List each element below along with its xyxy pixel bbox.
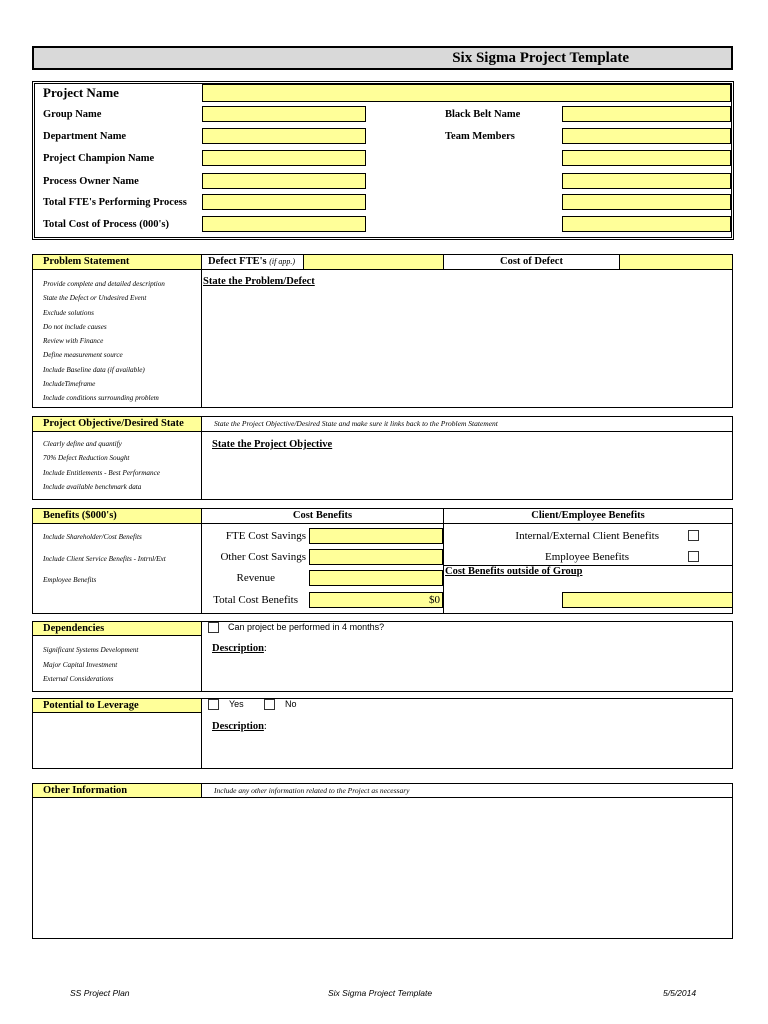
total-ftes-label: Total FTE's Performing Process [43,197,187,208]
total-cost-label: Total Cost of Process (000's) [43,219,169,230]
department-name-input[interactable] [202,128,366,144]
cost-of-defect-label: Cost of Defect [443,254,620,270]
problem-tip: State the Defect or Undesired Event [43,294,147,303]
fte-cost-savings-label: FTE Cost Savings [225,530,306,542]
outside-group-heading: Cost Benefits outside of Group [445,566,583,577]
title-bar [32,46,733,70]
objective-divider [201,431,202,500]
defect-ftes-note: (if app.) [269,257,296,266]
employee-benefits-label: Employee Benefits [544,551,629,563]
process-owner-label: Process Owner Name [43,176,139,187]
black-belt-input[interactable] [562,106,731,122]
objective-tips [43,437,198,494]
total-ftes-input[interactable] [202,194,366,210]
benefits-divider-2 [443,523,444,614]
leverage-yes-label: Yes [229,699,244,709]
leverage-yes-checkbox[interactable] [208,699,219,710]
black-belt-label: Black Belt Name [445,109,521,120]
problem-divider [201,269,202,408]
other-info-text-area[interactable] [34,800,731,937]
four-months-question: Can project be performed in 4 months? [228,622,385,632]
objective-tip: Include Entitlements - Best Performance [43,468,160,477]
total-cost-input[interactable] [202,216,366,232]
fte-cost-savings-input[interactable] [309,528,443,544]
objective-text-area[interactable] [212,454,731,498]
four-months-checkbox[interactable] [208,622,219,633]
group-name-input[interactable] [202,106,366,122]
benefits-divider [201,523,202,614]
dependencies-tip: Significant Systems Development [43,646,139,654]
objective-tip: Include available benchmark data [43,482,142,491]
leverage-no-label: No [285,699,297,709]
dependencies-divider [201,621,202,692]
team-member-input-5[interactable] [562,216,731,232]
dependencies-description-label: Description [212,643,264,654]
problem-heading: Problem Statement [32,254,202,270]
project-champion-input[interactable] [202,150,366,166]
page-title: Six Sigma Project Template [452,50,629,66]
other-cost-savings-label: Other Cost Savings [220,551,306,563]
problem-tip: Define measurement source [43,351,123,360]
defect-ftes-label: Defect FTE's [208,256,267,267]
dependencies-tip: External Considerations [43,675,114,683]
revenue-label: Revenue [236,572,275,584]
leverage-description-heading: Description: [212,721,267,732]
problem-tip: Include conditions surrounding problem [43,394,159,403]
problem-tip: Exclude solutions [43,308,94,317]
leverage-no-checkbox[interactable] [264,699,275,710]
problem-tip: IncludeTimeframe [43,380,96,389]
client-benefits-heading: Client/Employee Benefits [443,508,733,524]
dependencies-description-heading: Description: [212,643,267,654]
footer-date: 5/5/2014 [663,988,697,998]
objective-heading: Project Objective/Desired State [32,416,202,432]
internal-external-benefits-checkbox[interactable] [688,530,699,541]
other-cost-savings-input[interactable] [309,549,443,565]
problem-tip: Do not include causes [43,322,107,331]
leverage-description-label: Description [212,721,264,732]
problem-tips [43,277,198,406]
employee-benefits-checkbox[interactable] [688,551,699,562]
problem-tip: Include Baseline data (if available) [43,365,145,374]
project-champion-label: Project Champion Name [43,153,155,164]
total-cost-benefits-label: Total Cost Benefits [213,594,298,606]
leverage-divider [201,698,202,769]
team-members-label: Team Members [445,131,515,142]
footer-left: SS Project Plan [70,988,130,998]
problem-tip: Review with Finance [43,337,104,346]
team-member-input-3[interactable] [562,173,731,189]
objective-tip: Clearly define and quantify [43,440,122,448]
footer-center: Six Sigma Project Template [328,988,433,998]
problem-text-area[interactable] [203,292,731,406]
benefits-tip: Employee Benefits [43,576,97,584]
benefits-tip: Include Client Service Benefits - Intrnl/Ext [43,555,166,563]
dependencies-tip: Major Capital Investment [43,660,118,669]
project-name-input[interactable] [202,84,731,102]
department-name-label: Department Name [43,131,127,142]
dependencies-tips [43,643,138,687]
internal-external-benefits-label: Internal/External Client Benefits [515,530,659,542]
defect-ftes-input[interactable] [303,254,444,270]
cost-of-defect-input[interactable] [619,254,733,270]
objective-state-heading: State the Project Objective [212,439,333,450]
dependencies-heading: Dependencies [32,621,202,636]
other-info-heading: Other Information [32,783,202,798]
objective-instruction: State the Project Objective/Desired State and make sure it links back to the Problem Statement [201,416,733,432]
total-cost-benefits-value: $0 [309,592,443,608]
process-owner-input[interactable] [202,173,366,189]
benefits-tip: Include Shareholder/Cost Benefits [43,533,142,541]
project-name-label: Project Name [43,85,119,100]
team-member-input-4[interactable] [562,194,731,210]
objective-tip: 70% Defect Reduction Sought [43,454,130,463]
cost-benefits-heading: Cost Benefits [201,508,444,524]
problem-tip: Provide complete and detailed description [43,280,165,288]
revenue-input[interactable] [309,570,443,586]
benefits-heading: Benefits ($000's) [32,508,202,524]
outside-group-input[interactable] [562,592,733,608]
problem-state-heading: State the Problem/Defect [203,276,315,287]
team-member-input-1[interactable] [562,128,731,144]
group-name-label: Group Name [43,109,102,120]
other-info-instruction: Include any other information related to the Project as necessary [201,783,733,798]
leverage-heading: Potential to Leverage [32,698,202,713]
team-member-input-2[interactable] [562,150,731,166]
